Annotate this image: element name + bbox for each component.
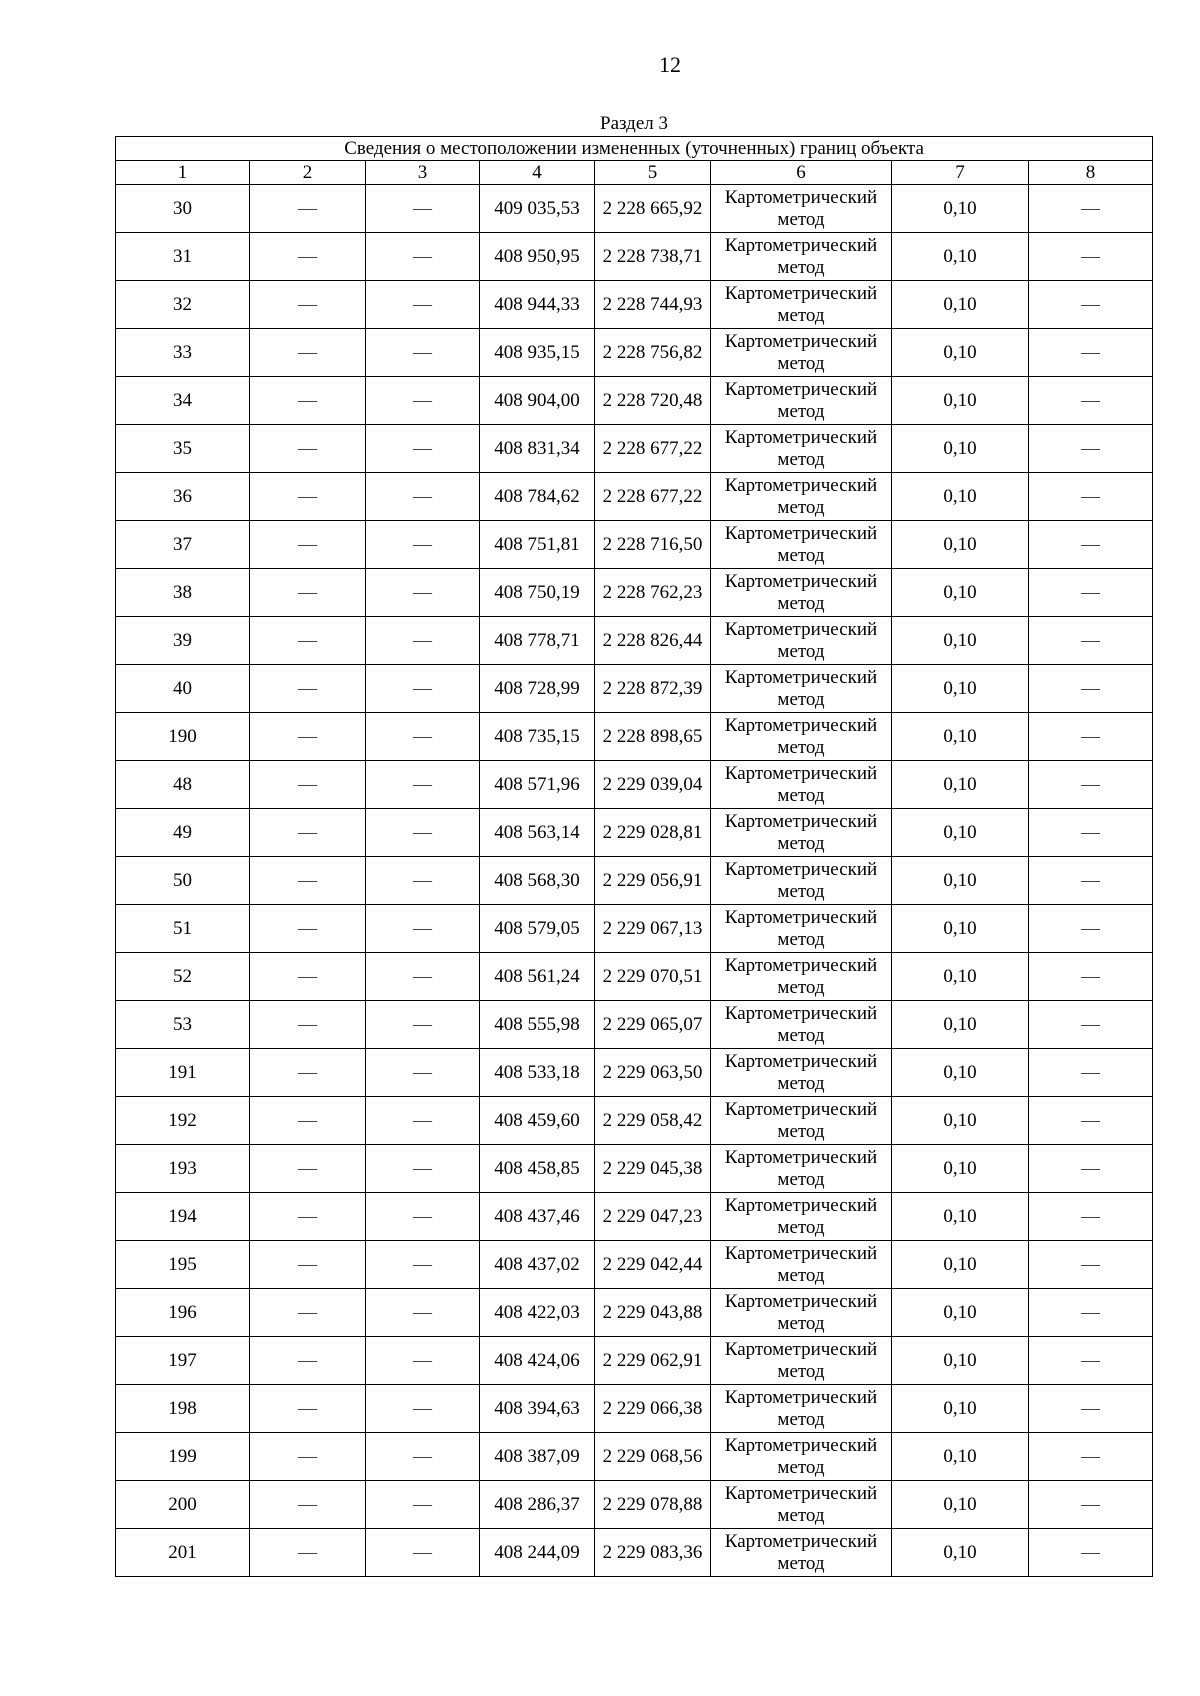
col8-cell: — bbox=[1029, 377, 1153, 425]
col8-cell: — bbox=[1029, 473, 1153, 521]
table-caption: Сведения о местоположении измененных (уточненных) границ объекта bbox=[116, 137, 1153, 161]
col8-cell: — bbox=[1029, 569, 1153, 617]
accuracy-cell: 0,10 bbox=[892, 1049, 1029, 1097]
col3-cell: — bbox=[366, 1097, 480, 1145]
col8-cell: — bbox=[1029, 281, 1153, 329]
point-number-cell: 194 bbox=[116, 1193, 250, 1241]
x-coordinate-cell: 408 568,30 bbox=[480, 857, 595, 905]
table-row bbox=[116, 521, 1153, 569]
table-row bbox=[116, 473, 1153, 521]
col8-cell: — bbox=[1029, 1481, 1153, 1529]
table-row bbox=[116, 1433, 1153, 1481]
method-cell: Картометрический метод bbox=[711, 1289, 892, 1337]
accuracy-cell: 0,10 bbox=[892, 1481, 1029, 1529]
accuracy-cell: 0,10 bbox=[892, 329, 1029, 377]
y-coordinate-cell: 2 228 720,48 bbox=[595, 377, 711, 425]
col8-cell: — bbox=[1029, 1385, 1153, 1433]
col8-cell: — bbox=[1029, 185, 1153, 233]
table-row bbox=[116, 377, 1153, 425]
col2-cell: — bbox=[250, 569, 366, 617]
point-number-cell: 30 bbox=[116, 185, 250, 233]
col2-cell: — bbox=[250, 1193, 366, 1241]
col8-cell: — bbox=[1029, 1097, 1153, 1145]
accuracy-cell: 0,10 bbox=[892, 377, 1029, 425]
x-coordinate-cell: 408 751,81 bbox=[480, 521, 595, 569]
col8-cell: — bbox=[1029, 857, 1153, 905]
y-coordinate-cell: 2 228 677,22 bbox=[595, 425, 711, 473]
accuracy-cell: 0,10 bbox=[892, 281, 1029, 329]
col8-cell: — bbox=[1029, 1289, 1153, 1337]
method-cell: Картометрический метод bbox=[711, 1097, 892, 1145]
method-cell: Картометрический метод bbox=[711, 521, 892, 569]
x-coordinate-cell: 408 458,85 bbox=[480, 1145, 595, 1193]
y-coordinate-cell: 2 228 756,82 bbox=[595, 329, 711, 377]
col3-cell: — bbox=[366, 1385, 480, 1433]
point-number-cell: 196 bbox=[116, 1289, 250, 1337]
col3-cell: — bbox=[366, 377, 480, 425]
col2-cell: — bbox=[250, 713, 366, 761]
table-row bbox=[116, 1193, 1153, 1241]
col3-cell: — bbox=[366, 569, 480, 617]
col8-cell: — bbox=[1029, 1145, 1153, 1193]
x-coordinate-cell: 408 561,24 bbox=[480, 953, 595, 1001]
point-number-cell: 51 bbox=[116, 905, 250, 953]
y-coordinate-cell: 2 229 039,04 bbox=[595, 761, 711, 809]
method-cell: Картометрический метод bbox=[711, 1001, 892, 1049]
accuracy-cell: 0,10 bbox=[892, 521, 1029, 569]
method-cell: Картометрический метод bbox=[711, 761, 892, 809]
point-number-cell: 40 bbox=[116, 665, 250, 713]
col3-cell: — bbox=[366, 1049, 480, 1097]
x-coordinate-cell: 408 579,05 bbox=[480, 905, 595, 953]
table-row bbox=[116, 905, 1153, 953]
point-number-cell: 52 bbox=[116, 953, 250, 1001]
y-coordinate-cell: 2 229 068,56 bbox=[595, 1433, 711, 1481]
accuracy-cell: 0,10 bbox=[892, 665, 1029, 713]
y-coordinate-cell: 2 229 070,51 bbox=[595, 953, 711, 1001]
point-number-cell: 197 bbox=[116, 1337, 250, 1385]
point-number-cell: 48 bbox=[116, 761, 250, 809]
table-row bbox=[116, 665, 1153, 713]
table-row bbox=[116, 1145, 1153, 1193]
point-number-cell: 39 bbox=[116, 617, 250, 665]
col8-cell: — bbox=[1029, 761, 1153, 809]
x-coordinate-cell: 408 728,99 bbox=[480, 665, 595, 713]
col3-cell: — bbox=[366, 1001, 480, 1049]
col8-cell: — bbox=[1029, 617, 1153, 665]
point-number-cell: 31 bbox=[116, 233, 250, 281]
x-coordinate-cell: 408 784,62 bbox=[480, 473, 595, 521]
table-body bbox=[116, 137, 1153, 1577]
col2-cell: — bbox=[250, 617, 366, 665]
column-header: 8 bbox=[1029, 161, 1153, 185]
col8-cell: — bbox=[1029, 1049, 1153, 1097]
col3-cell: — bbox=[366, 809, 480, 857]
y-coordinate-cell: 2 229 078,88 bbox=[595, 1481, 711, 1529]
point-number-cell: 50 bbox=[116, 857, 250, 905]
col8-cell: — bbox=[1029, 953, 1153, 1001]
col8-cell: — bbox=[1029, 233, 1153, 281]
col3-cell: — bbox=[366, 1289, 480, 1337]
table-row bbox=[116, 1241, 1153, 1289]
col2-cell: — bbox=[250, 1289, 366, 1337]
col3-cell: — bbox=[366, 185, 480, 233]
column-header: 5 bbox=[595, 161, 711, 185]
col2-cell: — bbox=[250, 761, 366, 809]
col3-cell: — bbox=[366, 1193, 480, 1241]
x-coordinate-cell: 408 394,63 bbox=[480, 1385, 595, 1433]
col2-cell: — bbox=[250, 425, 366, 473]
table-row bbox=[116, 329, 1153, 377]
accuracy-cell: 0,10 bbox=[892, 713, 1029, 761]
y-coordinate-cell: 2 228 762,23 bbox=[595, 569, 711, 617]
x-coordinate-cell: 408 533,18 bbox=[480, 1049, 595, 1097]
x-coordinate-cell: 408 437,02 bbox=[480, 1241, 595, 1289]
col2-cell: — bbox=[250, 665, 366, 713]
column-header-row bbox=[116, 161, 1153, 185]
accuracy-cell: 0,10 bbox=[892, 1289, 1029, 1337]
col2-cell: — bbox=[250, 1241, 366, 1289]
table-row bbox=[116, 569, 1153, 617]
accuracy-cell: 0,10 bbox=[892, 425, 1029, 473]
table-caption-row bbox=[116, 137, 1153, 161]
col3-cell: — bbox=[366, 905, 480, 953]
table-row bbox=[116, 857, 1153, 905]
column-header: 7 bbox=[892, 161, 1029, 185]
col3-cell: — bbox=[366, 665, 480, 713]
method-cell: Картометрический метод bbox=[711, 377, 892, 425]
method-cell: Картометрический метод bbox=[711, 1193, 892, 1241]
table-row bbox=[116, 1001, 1153, 1049]
col8-cell: — bbox=[1029, 1001, 1153, 1049]
y-coordinate-cell: 2 228 872,39 bbox=[595, 665, 711, 713]
col8-cell: — bbox=[1029, 1529, 1153, 1577]
y-coordinate-cell: 2 228 665,92 bbox=[595, 185, 711, 233]
col8-cell: — bbox=[1029, 905, 1153, 953]
accuracy-cell: 0,10 bbox=[892, 1337, 1029, 1385]
y-coordinate-cell: 2 229 047,23 bbox=[595, 1193, 711, 1241]
y-coordinate-cell: 2 228 677,22 bbox=[595, 473, 711, 521]
column-header: 3 bbox=[366, 161, 480, 185]
table-row bbox=[116, 1385, 1153, 1433]
point-number-cell: 192 bbox=[116, 1097, 250, 1145]
col3-cell: — bbox=[366, 761, 480, 809]
x-coordinate-cell: 408 563,14 bbox=[480, 809, 595, 857]
col2-cell: — bbox=[250, 233, 366, 281]
table-row bbox=[116, 1289, 1153, 1337]
method-cell: Картометрический метод bbox=[711, 1481, 892, 1529]
accuracy-cell: 0,10 bbox=[892, 1241, 1029, 1289]
method-cell: Картометрический метод bbox=[711, 1241, 892, 1289]
table-row bbox=[116, 185, 1153, 233]
x-coordinate-cell: 408 387,09 bbox=[480, 1433, 595, 1481]
point-number-cell: 195 bbox=[116, 1241, 250, 1289]
method-cell: Картометрический метод bbox=[711, 809, 892, 857]
x-coordinate-cell: 408 778,71 bbox=[480, 617, 595, 665]
column-header: 2 bbox=[250, 161, 366, 185]
accuracy-cell: 0,10 bbox=[892, 569, 1029, 617]
col8-cell: — bbox=[1029, 1241, 1153, 1289]
col2-cell: — bbox=[250, 1337, 366, 1385]
col2-cell: — bbox=[250, 1433, 366, 1481]
col2-cell: — bbox=[250, 1145, 366, 1193]
table-row bbox=[116, 1097, 1153, 1145]
x-coordinate-cell: 408 286,37 bbox=[480, 1481, 595, 1529]
point-number-cell: 38 bbox=[116, 569, 250, 617]
column-header: 6 bbox=[711, 161, 892, 185]
method-cell: Картометрический метод bbox=[711, 425, 892, 473]
method-cell: Картометрический метод bbox=[711, 473, 892, 521]
method-cell: Картометрический метод bbox=[711, 329, 892, 377]
accuracy-cell: 0,10 bbox=[892, 617, 1029, 665]
x-coordinate-cell: 408 904,00 bbox=[480, 377, 595, 425]
point-number-cell: 191 bbox=[116, 1049, 250, 1097]
x-coordinate-cell: 408 750,19 bbox=[480, 569, 595, 617]
col2-cell: — bbox=[250, 1529, 366, 1577]
table-row bbox=[116, 953, 1153, 1001]
y-coordinate-cell: 2 229 062,91 bbox=[595, 1337, 711, 1385]
col8-cell: — bbox=[1029, 425, 1153, 473]
accuracy-cell: 0,10 bbox=[892, 473, 1029, 521]
y-coordinate-cell: 2 229 056,91 bbox=[595, 857, 711, 905]
method-cell: Картометрический метод bbox=[711, 1337, 892, 1385]
y-coordinate-cell: 2 229 028,81 bbox=[595, 809, 711, 857]
section-label: Раздел 3 bbox=[600, 113, 668, 134]
point-number-cell: 35 bbox=[116, 425, 250, 473]
y-coordinate-cell: 2 228 744,93 bbox=[595, 281, 711, 329]
col8-cell: — bbox=[1029, 1337, 1153, 1385]
col2-cell: — bbox=[250, 281, 366, 329]
y-coordinate-cell: 2 229 067,13 bbox=[595, 905, 711, 953]
method-cell: Картометрический метод bbox=[711, 857, 892, 905]
col3-cell: — bbox=[366, 857, 480, 905]
y-coordinate-cell: 2 229 065,07 bbox=[595, 1001, 711, 1049]
col2-cell: — bbox=[250, 521, 366, 569]
column-header: 1 bbox=[116, 161, 250, 185]
col2-cell: — bbox=[250, 185, 366, 233]
accuracy-cell: 0,10 bbox=[892, 1193, 1029, 1241]
x-coordinate-cell: 408 459,60 bbox=[480, 1097, 595, 1145]
method-cell: Картометрический метод bbox=[711, 1385, 892, 1433]
boundary-coordinates-table bbox=[115, 136, 1153, 1577]
accuracy-cell: 0,10 bbox=[892, 1385, 1029, 1433]
point-number-cell: 193 bbox=[116, 1145, 250, 1193]
col8-cell: — bbox=[1029, 1193, 1153, 1241]
col3-cell: — bbox=[366, 617, 480, 665]
col3-cell: — bbox=[366, 329, 480, 377]
accuracy-cell: 0,10 bbox=[892, 1433, 1029, 1481]
point-number-cell: 33 bbox=[116, 329, 250, 377]
x-coordinate-cell: 408 944,33 bbox=[480, 281, 595, 329]
col2-cell: — bbox=[250, 1001, 366, 1049]
x-coordinate-cell: 408 831,34 bbox=[480, 425, 595, 473]
point-number-cell: 200 bbox=[116, 1481, 250, 1529]
y-coordinate-cell: 2 228 738,71 bbox=[595, 233, 711, 281]
col3-cell: — bbox=[366, 1529, 480, 1577]
point-number-cell: 199 bbox=[116, 1433, 250, 1481]
col2-cell: — bbox=[250, 809, 366, 857]
y-coordinate-cell: 2 228 826,44 bbox=[595, 617, 711, 665]
accuracy-cell: 0,10 bbox=[892, 1529, 1029, 1577]
x-coordinate-cell: 408 424,06 bbox=[480, 1337, 595, 1385]
col2-cell: — bbox=[250, 953, 366, 1001]
table-row bbox=[116, 1049, 1153, 1097]
point-number-cell: 32 bbox=[116, 281, 250, 329]
col3-cell: — bbox=[366, 473, 480, 521]
table-row bbox=[116, 809, 1153, 857]
table-row bbox=[116, 425, 1153, 473]
col3-cell: — bbox=[366, 1433, 480, 1481]
y-coordinate-cell: 2 229 066,38 bbox=[595, 1385, 711, 1433]
method-cell: Картометрический метод bbox=[711, 1529, 892, 1577]
accuracy-cell: 0,10 bbox=[892, 1001, 1029, 1049]
col8-cell: — bbox=[1029, 329, 1153, 377]
table-row bbox=[116, 617, 1153, 665]
x-coordinate-cell: 408 422,03 bbox=[480, 1289, 595, 1337]
accuracy-cell: 0,10 bbox=[892, 953, 1029, 1001]
accuracy-cell: 0,10 bbox=[892, 1097, 1029, 1145]
column-header: 4 bbox=[480, 161, 595, 185]
table-row bbox=[116, 281, 1153, 329]
col2-cell: — bbox=[250, 1049, 366, 1097]
col2-cell: — bbox=[250, 905, 366, 953]
y-coordinate-cell: 2 228 898,65 bbox=[595, 713, 711, 761]
y-coordinate-cell: 2 229 045,38 bbox=[595, 1145, 711, 1193]
col3-cell: — bbox=[366, 1481, 480, 1529]
table-row bbox=[116, 1529, 1153, 1577]
x-coordinate-cell: 408 950,95 bbox=[480, 233, 595, 281]
method-cell: Картометрический метод bbox=[711, 665, 892, 713]
table-row bbox=[116, 761, 1153, 809]
col3-cell: — bbox=[366, 425, 480, 473]
accuracy-cell: 0,10 bbox=[892, 185, 1029, 233]
y-coordinate-cell: 2 229 083,36 bbox=[595, 1529, 711, 1577]
col3-cell: — bbox=[366, 713, 480, 761]
x-coordinate-cell: 408 244,09 bbox=[480, 1529, 595, 1577]
point-number-cell: 37 bbox=[116, 521, 250, 569]
method-cell: Картометрический метод bbox=[711, 1049, 892, 1097]
page-number: 12 bbox=[659, 52, 681, 77]
point-number-cell: 34 bbox=[116, 377, 250, 425]
col3-cell: — bbox=[366, 281, 480, 329]
point-number-cell: 49 bbox=[116, 809, 250, 857]
accuracy-cell: 0,10 bbox=[892, 809, 1029, 857]
method-cell: Картометрический метод bbox=[711, 713, 892, 761]
col8-cell: — bbox=[1029, 1433, 1153, 1481]
col8-cell: — bbox=[1029, 809, 1153, 857]
col2-cell: — bbox=[250, 377, 366, 425]
method-cell: Картометрический метод bbox=[711, 185, 892, 233]
y-coordinate-cell: 2 229 043,88 bbox=[595, 1289, 711, 1337]
y-coordinate-cell: 2 229 042,44 bbox=[595, 1241, 711, 1289]
x-coordinate-cell: 409 035,53 bbox=[480, 185, 595, 233]
col2-cell: — bbox=[250, 1481, 366, 1529]
point-number-cell: 201 bbox=[116, 1529, 250, 1577]
table-row bbox=[116, 233, 1153, 281]
col2-cell: — bbox=[250, 473, 366, 521]
y-coordinate-cell: 2 229 063,50 bbox=[595, 1049, 711, 1097]
point-number-cell: 53 bbox=[116, 1001, 250, 1049]
method-cell: Картометрический метод bbox=[711, 569, 892, 617]
accuracy-cell: 0,10 bbox=[892, 857, 1029, 905]
accuracy-cell: 0,10 bbox=[892, 905, 1029, 953]
x-coordinate-cell: 408 735,15 bbox=[480, 713, 595, 761]
col3-cell: — bbox=[366, 521, 480, 569]
col8-cell: — bbox=[1029, 665, 1153, 713]
method-cell: Картометрический метод bbox=[711, 281, 892, 329]
col3-cell: — bbox=[366, 953, 480, 1001]
col3-cell: — bbox=[366, 1241, 480, 1289]
accuracy-cell: 0,10 bbox=[892, 233, 1029, 281]
method-cell: Картометрический метод bbox=[711, 1433, 892, 1481]
col3-cell: — bbox=[366, 233, 480, 281]
point-number-cell: 190 bbox=[116, 713, 250, 761]
method-cell: Картометрический метод bbox=[711, 905, 892, 953]
method-cell: Картометрический метод bbox=[711, 953, 892, 1001]
method-cell: Картометрический метод bbox=[711, 617, 892, 665]
col2-cell: — bbox=[250, 329, 366, 377]
table-row bbox=[116, 1481, 1153, 1529]
col8-cell: — bbox=[1029, 521, 1153, 569]
accuracy-cell: 0,10 bbox=[892, 1145, 1029, 1193]
col3-cell: — bbox=[366, 1337, 480, 1385]
x-coordinate-cell: 408 571,96 bbox=[480, 761, 595, 809]
table-row bbox=[116, 713, 1153, 761]
method-cell: Картометрический метод bbox=[711, 233, 892, 281]
accuracy-cell: 0,10 bbox=[892, 761, 1029, 809]
y-coordinate-cell: 2 228 716,50 bbox=[595, 521, 711, 569]
table-row bbox=[116, 1337, 1153, 1385]
col2-cell: — bbox=[250, 1385, 366, 1433]
x-coordinate-cell: 408 555,98 bbox=[480, 1001, 595, 1049]
y-coordinate-cell: 2 229 058,42 bbox=[595, 1097, 711, 1145]
x-coordinate-cell: 408 935,15 bbox=[480, 329, 595, 377]
col8-cell: — bbox=[1029, 713, 1153, 761]
method-cell: Картометрический метод bbox=[711, 1145, 892, 1193]
point-number-cell: 36 bbox=[116, 473, 250, 521]
col2-cell: — bbox=[250, 1097, 366, 1145]
point-number-cell: 198 bbox=[116, 1385, 250, 1433]
x-coordinate-cell: 408 437,46 bbox=[480, 1193, 595, 1241]
col3-cell: — bbox=[366, 1145, 480, 1193]
col2-cell: — bbox=[250, 857, 366, 905]
